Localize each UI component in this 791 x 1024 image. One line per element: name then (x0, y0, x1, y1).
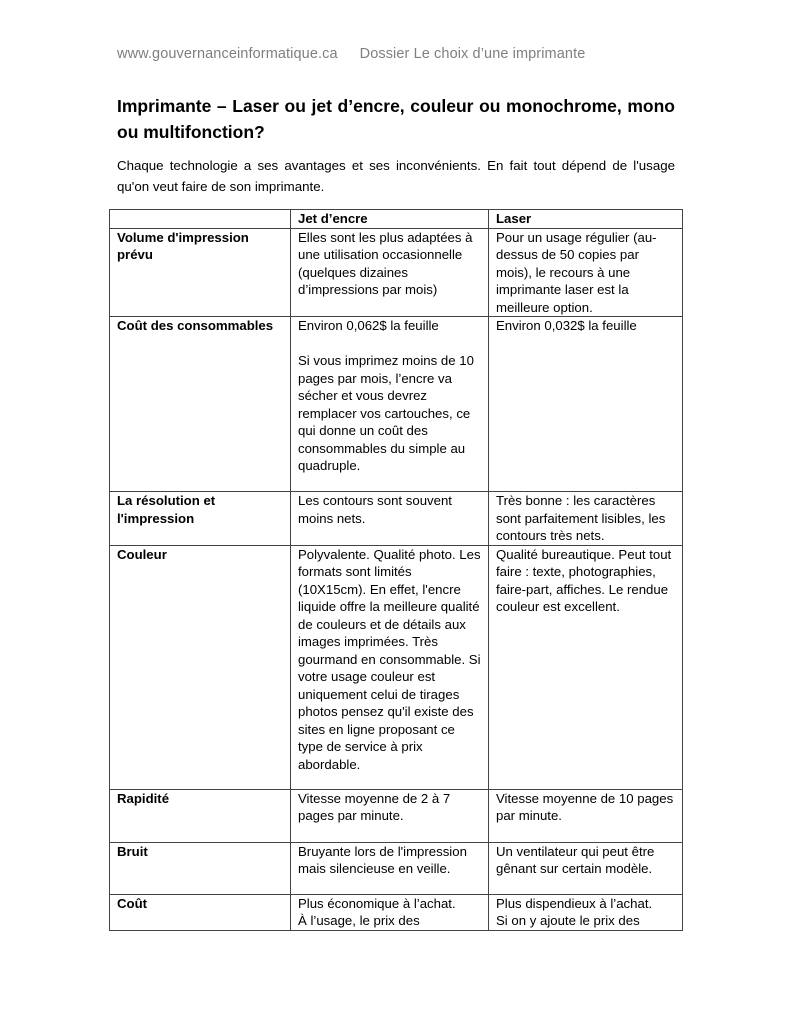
site-url[interactable]: www.gouvernanceinformatique.ca (117, 46, 338, 62)
table-row-speed (110, 789, 683, 842)
row-label: Volume d'impression prévu (110, 228, 291, 317)
table-row-cost (110, 894, 683, 930)
laser-cell: Un ventilateur qui peut être gênant sur certain modèle. (489, 842, 683, 894)
jet-cell: Elles sont les plus adaptées à une utilisation occasionnelle (quelques dizaines d’impressions par mois) (291, 228, 489, 317)
header-cell-jet: Jet d’encre (291, 210, 489, 229)
jet-cell: Environ 0,062$ la feuille Si vous imprimez moins de 10 pages par mois, l’encre va sécher et vous devrez remplacer vos cartouches, ce qui donne un coût des consommables du simple au quadruple. (291, 317, 489, 492)
row-label: Coût (110, 894, 291, 930)
intro-paragraph: Chaque technologie a ses avantages et ses inconvénients. En fait tout dépend de l'usage qu'on veut faire de son imprimante. (117, 158, 675, 194)
laser-cell: Pour un usage régulier (au-dessus de 50 copies par mois), le recours à une imprimante laser est la meilleure option. (489, 228, 683, 317)
row-label: Coût des consommables (110, 317, 291, 492)
jet-cell: Vitesse moyenne de 2 à 7 pages par minute. (291, 789, 489, 842)
page-title: Imprimante – Laser ou jet d’encre, couleur ou monochrome, mono ou multifonction? (117, 96, 675, 142)
table-row-color (110, 545, 683, 789)
page-header (117, 46, 585, 62)
row-label: La résolution et l'impression (110, 492, 291, 546)
header-cell-empty (110, 210, 291, 229)
jet-cell: Bruyante lors de l'impression mais silencieuse en veille. (291, 842, 489, 894)
table-header-row (110, 210, 683, 229)
header-cell-laser: Laser (489, 210, 683, 229)
table-row-volume (110, 228, 683, 317)
jet-cell: Plus économique à l’achat. À l’usage, le prix des (291, 894, 489, 930)
laser-cell: Environ 0,032$ la feuille (489, 317, 683, 492)
laser-cell: Plus dispendieux à l’achat. Si on y ajoute le prix des (489, 894, 683, 930)
laser-cell: Qualité bureautique. Peut tout faire : texte, photographies, faire-part, affiches. Le rendue couleur est excellent. (489, 545, 683, 789)
jet-cell: Les contours sont souvent moins nets. (291, 492, 489, 546)
section-title: Dossier Le choix d’une imprimante (359, 46, 586, 62)
comparison-table (109, 209, 683, 931)
row-label: Couleur (110, 545, 291, 789)
table-row-consumables (110, 317, 683, 492)
laser-cell: Vitesse moyenne de 10 pages par minute. (489, 789, 683, 842)
jet-cell: Polyvalente. Qualité photo. Les formats sont limités (10X15cm). En effet, l'encre liquide offre la meilleure qualité de couleurs et de détails aux images imprimées. Très gourmand en consommable. Si votre usage couleur est uniquement celui de tirages photos pensez qu'il existe des sites en ligne proposant ce type de service à prix abordable. (291, 545, 489, 789)
table-row-resolution (110, 492, 683, 546)
row-label: Bruit (110, 842, 291, 894)
table-row-noise (110, 842, 683, 894)
row-label: Rapidité (110, 789, 291, 842)
laser-cell: Très bonne : les caractères sont parfaitement lisibles, les contours très nets. (489, 492, 683, 546)
